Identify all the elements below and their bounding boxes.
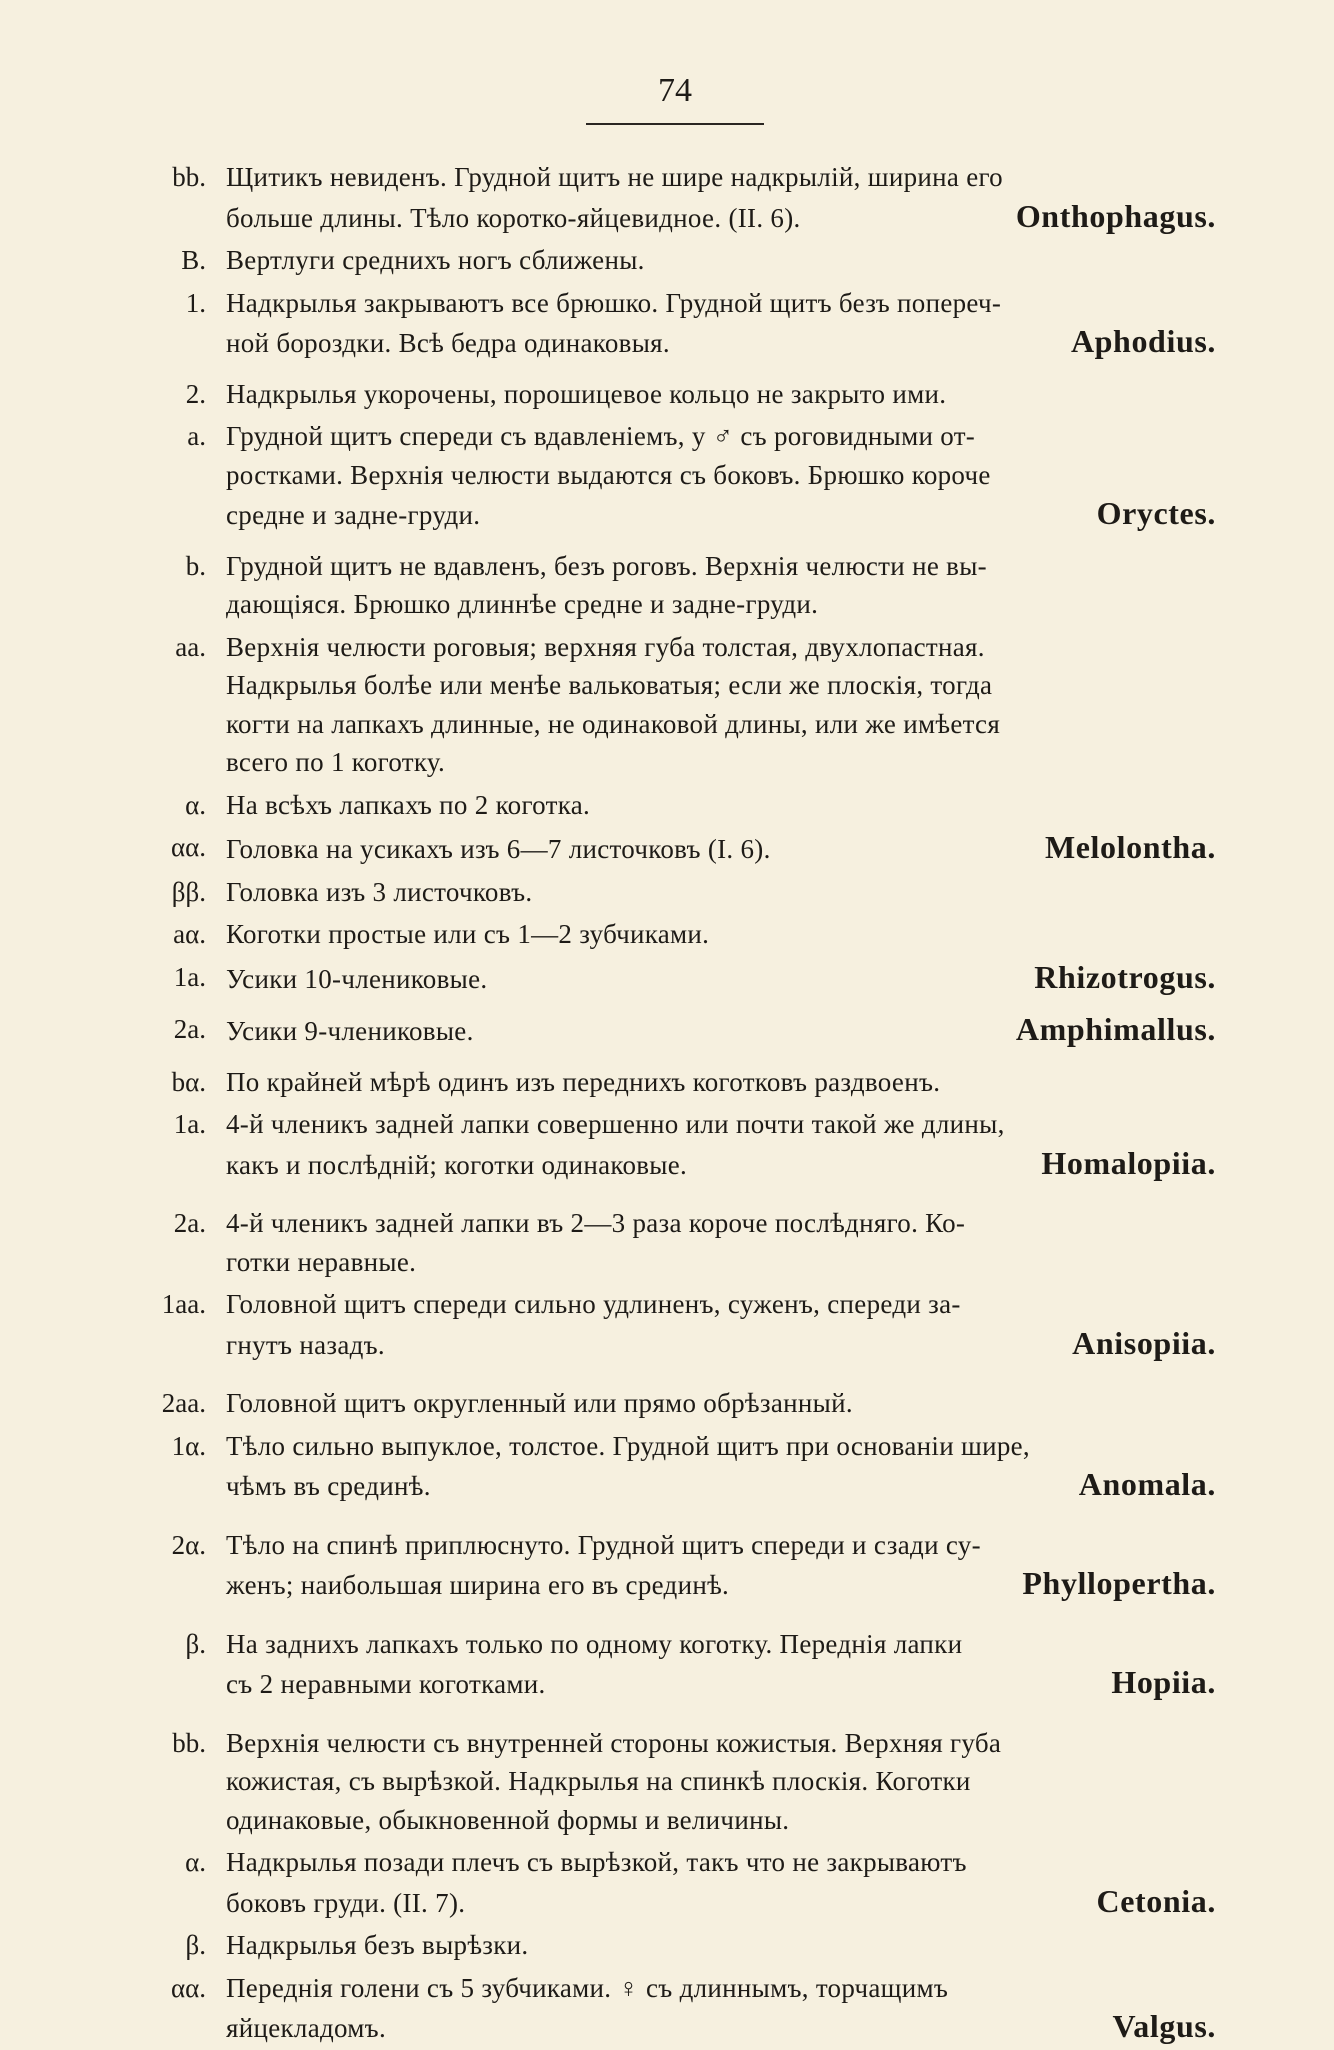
genus-name: Homalopiia. — [1041, 1144, 1216, 1181]
entry-line: Переднія голени съ 5 зубчиками. ♀ съ длиннымъ, торчащимъ — [226, 1972, 949, 2003]
entry-label: αα. — [170, 832, 206, 862]
key-entry — [0, 1926, 1334, 1965]
entry-text — [226, 915, 1216, 954]
entry-line-text: Усики 9-члениковые. — [226, 1016, 474, 1046]
entry-text — [226, 1204, 1216, 1281]
entry-text — [226, 1843, 1216, 1922]
entry-text — [226, 628, 1216, 782]
entry-label: aa. — [175, 631, 206, 662]
entry-line — [226, 1324, 1216, 1365]
key-entry — [0, 958, 1334, 999]
entry-line — [226, 197, 1216, 238]
entry-text — [226, 375, 1216, 414]
entry-label: β. — [185, 1628, 206, 1659]
entry-text — [226, 1724, 1216, 1840]
entry-text — [226, 1063, 1216, 1102]
key-entry — [0, 1010, 1334, 1051]
entry-line — [226, 494, 1216, 535]
key-entry — [0, 873, 1334, 912]
key-entry — [0, 375, 1334, 414]
entry-line — [226, 322, 1216, 363]
entry-line-text: гнутъ назадъ. — [226, 1329, 385, 1360]
entry-label: 1. — [185, 287, 206, 318]
entry-line: 4-й членикъ задней лапки совершенно или почти такой же длины, — [226, 1109, 1005, 1139]
entry-line: ростками. Верхнія челюсти выдаются съ боковъ. Брюшко короче — [226, 459, 991, 490]
entry-line-text: какъ и послѣдній; коготки одинаковые. — [226, 1149, 688, 1180]
entry-text — [226, 241, 1216, 280]
entry-line — [226, 1010, 1216, 1051]
entry-text — [226, 1625, 1216, 1704]
entry-label: a. — [187, 421, 206, 451]
entry-label: bb. — [172, 1727, 206, 1758]
entry-line-text: женъ; наибольшая ширина его въ срединѣ. — [226, 1570, 730, 1600]
key-entry — [0, 1724, 1334, 1840]
key-entry — [0, 1105, 1334, 1184]
entry-label: 1a. — [173, 1109, 206, 1139]
entry-line: кожистая, съ вырѣзкой. Надкрылья на спинкѣ плоскія. Коготки — [226, 1766, 971, 1796]
entry-line: Надкрылья закрываютъ все брюшко. Грудной щитъ безъ попереч- — [226, 287, 1002, 318]
key-entry — [0, 1204, 1334, 1281]
key-entry — [0, 628, 1334, 782]
entry-text — [226, 873, 1216, 912]
key-entries — [0, 158, 1334, 2048]
genus-name: Melolontha. — [1044, 829, 1216, 865]
entry-line — [226, 1564, 1216, 1605]
entry-line — [226, 1882, 1216, 1923]
entry-line: Тѣло на спинѣ приплюснуто. Грудной щитъ спереди и сзади су- — [226, 1529, 981, 1560]
genus-name: Aphodius. — [1070, 323, 1216, 359]
entry-line — [226, 958, 1216, 999]
entry-line: Надкрылья позади плечъ съ вырѣзкой, такъ что не закрываютъ — [226, 1847, 967, 1877]
entry-line: Головной щитъ спереди сильно удлиненъ, суженъ, спереди за- — [226, 1289, 961, 1319]
entry-text — [226, 1384, 1216, 1423]
entry-line: Надкрылья безъ вырѣзки. — [226, 1930, 529, 1960]
page-number: 74 — [658, 72, 692, 109]
key-entry — [0, 284, 1334, 363]
entry-line-text: средне и задне-груди. — [226, 500, 481, 530]
entry-text — [226, 284, 1216, 363]
entry-line: Надкрылья укорочены, порошицевое кольцо не закрыто ими. — [226, 378, 947, 409]
key-entry — [0, 1063, 1334, 1102]
entry-text — [226, 786, 1216, 825]
entry-label: 2α. — [171, 1529, 206, 1560]
entry-label: β. — [185, 1930, 206, 1960]
entry-line: Грудной щитъ спереди съ вдавленіемъ, у ♂ съ роговидными от- — [226, 421, 976, 451]
genus-name: Oryctes. — [1096, 495, 1216, 531]
entry-line-text: Головка на усикахъ изъ 6—7 листочковъ (I. 6). — [226, 834, 771, 864]
entry-line-text: съ 2 неравными коготками. — [226, 1669, 546, 1699]
entry-line-text: больше длины. Тѣло коротко-яйцевидное. (II. 6). — [226, 202, 801, 233]
entry-text — [226, 547, 1216, 624]
entry-line-text: чѣмъ въ срединѣ. — [226, 1471, 431, 1501]
entry-line: всего по 1 коготку. — [226, 747, 446, 777]
entry-label: α. — [185, 789, 206, 820]
entry-line — [226, 1663, 1216, 1704]
entry-text — [226, 417, 1216, 535]
key-entry — [0, 1285, 1334, 1364]
key-entry — [0, 1384, 1334, 1423]
entry-line — [226, 2007, 1216, 2048]
entry-label: 2aa. — [161, 1388, 206, 1418]
key-entry — [0, 1969, 1334, 2048]
entry-line: На всѣхъ лапкахъ по 2 коготка. — [226, 789, 591, 820]
key-entry — [0, 241, 1334, 280]
entry-label: αα. — [170, 1972, 206, 2003]
entry-text — [226, 958, 1216, 999]
key-entry — [0, 547, 1334, 624]
key-entry — [0, 786, 1334, 825]
entry-line-text: яйцекладомъ. — [226, 2013, 386, 2043]
genus-name: Hopiia. — [1111, 1664, 1216, 1700]
entry-line: На заднихъ лапкахъ только по одному коготку. Переднія лапки — [226, 1628, 963, 1659]
entry-label: bb. — [172, 162, 206, 192]
entry-line: готки неравные. — [226, 1246, 417, 1277]
entry-text — [226, 1105, 1216, 1184]
entry-line-text: Усики 10-члениковые. — [226, 963, 488, 994]
page-number-rule — [586, 123, 764, 125]
genus-name: Phyllopertha. — [1022, 1565, 1216, 1601]
entry-label: B. — [181, 245, 206, 275]
entry-text — [226, 1285, 1216, 1364]
entry-label: 1a. — [173, 961, 206, 992]
key-entry — [0, 1427, 1334, 1506]
entry-label: ββ. — [171, 876, 206, 907]
entry-line-text: боковъ груди. (II. 7). — [226, 1887, 466, 1918]
entry-line: Надкрылья болѣе или менѣе вальковатыя; если же плоскія, тогда — [226, 670, 993, 700]
genus-name: Anisopiia. — [1072, 1324, 1216, 1361]
entry-text — [226, 1526, 1216, 1605]
entry-line — [226, 1144, 1216, 1185]
entry-text — [226, 158, 1216, 237]
key-entry — [0, 417, 1334, 535]
entry-label: α. — [185, 1847, 206, 1877]
entry-line — [226, 828, 1216, 869]
entry-line: Верхнія челюсти съ внутренней стороны кожистыя. Верхняя губа — [226, 1727, 1002, 1758]
key-entry — [0, 915, 1334, 954]
entry-line: Щитикъ невиденъ. Грудной щитъ не шире надкрылій, ширина его — [226, 162, 1003, 192]
entry-label: 2a. — [173, 1014, 206, 1044]
genus-name: Amphimallus. — [1015, 1011, 1216, 1047]
key-entry — [0, 158, 1334, 237]
genus-name: Valgus. — [1112, 2008, 1216, 2044]
entry-line: Верхнія челюсти роговыя; верхняя губа толстая, двухлопастная. — [226, 631, 985, 662]
entry-line-text: ной бороздки. Всѣ бедра одинаковыя. — [226, 328, 670, 358]
entry-label: 2a. — [173, 1208, 206, 1238]
entry-text — [226, 1926, 1216, 1965]
genus-name: Cetonia. — [1096, 1882, 1216, 1919]
entry-line: Тѣло сильно выпуклое, толстое. Грудной щитъ при основаніи шире, — [226, 1430, 1030, 1461]
entry-label: 1aa. — [161, 1289, 206, 1319]
entry-text — [226, 828, 1216, 869]
entry-line: Вертлуги среднихъ ногъ сближены. — [226, 245, 645, 275]
entry-label: 1α. — [171, 1430, 206, 1461]
entry-line — [226, 1465, 1216, 1506]
genus-name: Anomala. — [1078, 1466, 1216, 1502]
entry-label: bα. — [171, 1066, 206, 1097]
entry-line: Головной щитъ округленный или прямо обрѣзанный. — [226, 1388, 853, 1418]
entry-line: Грудной щитъ не вдавленъ, безъ роговъ. Верхнія челюсти не вы- — [226, 550, 987, 581]
key-entry — [0, 1843, 1334, 1922]
entry-line: Коготки простые или съ 1—2 зубчиками. — [226, 919, 710, 949]
entry-label: aα. — [173, 919, 206, 949]
entry-line: когти на лапкахъ длинные, не одинаковой длины, или же имѣется — [226, 708, 1001, 739]
entry-label: 2. — [185, 378, 206, 409]
key-entry — [0, 1625, 1334, 1704]
entry-label: b. — [185, 550, 206, 581]
entry-line: 4-й членикъ задней лапки въ 2—3 раза короче послѣдняго. Ко- — [226, 1208, 966, 1238]
entry-line: одинаковые, обыкновенной формы и величины. — [226, 1804, 790, 1835]
key-entry — [0, 1526, 1334, 1605]
genus-name: Rhizotrogus. — [1034, 958, 1216, 995]
key-entry — [0, 828, 1334, 869]
entry-text — [226, 1010, 1216, 1051]
entry-line: По крайней мѣрѣ одинъ изъ переднихъ коготковъ раздвоенъ. — [226, 1066, 941, 1097]
entry-line: Головка изъ 3 листочковъ. — [226, 876, 533, 907]
entry-text — [226, 1427, 1216, 1506]
genus-name: Onthophagus. — [1015, 197, 1216, 234]
entry-text — [226, 1969, 1216, 2048]
entry-line: дающіяся. Брюшко длиннѣе средне и задне-груди. — [226, 589, 819, 619]
